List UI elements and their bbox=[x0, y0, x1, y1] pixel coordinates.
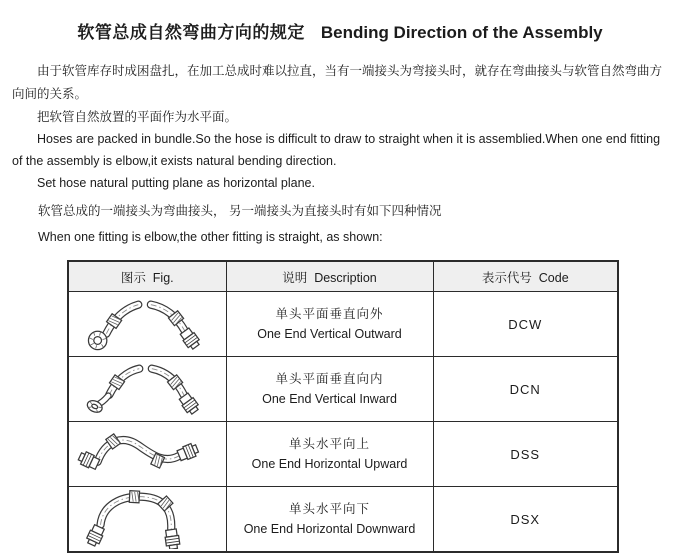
intro-en-line1: Hoses are packed in bundle.So the hose is difficult to draw to straight when it is assemblied.When one end fitting of the assembly is elbow,it exists natural bending direction. bbox=[12, 132, 661, 168]
hose-hook-horizontal-downward-icon bbox=[72, 489, 222, 549]
header-fig: 图示 Fig. bbox=[68, 261, 226, 292]
header-description: 说明 Description bbox=[226, 261, 433, 292]
table-row bbox=[68, 292, 618, 357]
page-title-en: Bending Direction of the Assembly bbox=[320, 23, 603, 42]
hose-arch-end-vertical-outward-icon bbox=[72, 294, 222, 354]
fig-cell-dcn bbox=[68, 357, 226, 422]
code-cell: DCN bbox=[433, 357, 618, 422]
table-row bbox=[68, 357, 618, 422]
desc-en: One End Vertical Outward bbox=[257, 327, 402, 341]
header-code: 表示代号 Code bbox=[433, 261, 618, 292]
desc-cell-dsx bbox=[226, 487, 433, 553]
desc-cell-dss bbox=[226, 422, 433, 487]
desc-cell-dcn bbox=[226, 357, 433, 422]
intro-en-line2: Set hose natural putting plane as horizontal plane. bbox=[37, 176, 315, 190]
code-cell: DSS bbox=[433, 422, 618, 487]
intro-cn-line1: 由于软管库存时成困盘扎，在加工总成时难以拉直，当有一端接头为弯接头时，就存在弯曲接头与软管自然弯曲方向间的关系。 bbox=[12, 64, 663, 101]
fig-cell-dcw bbox=[68, 292, 226, 357]
bending-direction-table bbox=[67, 260, 619, 553]
case-intro-cn: 软管总成的一端接头为弯曲接头， 另一端接头为直接头时有如下四种情况 bbox=[38, 204, 442, 218]
desc-en: One End Horizontal Downward bbox=[243, 522, 416, 536]
desc-en: One End Horizontal Upward bbox=[251, 457, 408, 471]
fig-cell-dss bbox=[68, 422, 226, 487]
hose-s-curve-horizontal-upward-icon bbox=[72, 424, 222, 484]
table-row bbox=[68, 487, 618, 553]
code-cell: DSX bbox=[433, 487, 618, 553]
intro-paragraph-en bbox=[12, 128, 672, 194]
page-title-cn: 软管总成自然弯曲方向的规定 bbox=[77, 23, 305, 42]
desc-cell-dcw bbox=[226, 292, 433, 357]
hose-arch-end-vertical-inward-icon bbox=[72, 359, 222, 419]
fig-cell-dsx bbox=[68, 487, 226, 553]
desc-cn: 单头平面垂直向外 bbox=[275, 307, 384, 321]
desc-cn: 单头平面垂直向内 bbox=[275, 372, 384, 386]
table-header-row bbox=[68, 261, 618, 292]
desc-cn: 单头水平向下 bbox=[288, 502, 370, 516]
table-row bbox=[68, 422, 618, 487]
intro-paragraph-cn bbox=[12, 60, 670, 129]
code-cell: DCW bbox=[433, 292, 618, 357]
intro-cn-line2: 把软管自然放置的平面作为水平面。 bbox=[37, 110, 238, 124]
desc-en: One End Vertical Inward bbox=[262, 392, 397, 406]
desc-cn: 单头水平向上 bbox=[288, 437, 370, 451]
page-title bbox=[0, 18, 680, 43]
case-intro-en: When one fitting is elbow,the other fitting is straight, as shown: bbox=[38, 230, 383, 244]
